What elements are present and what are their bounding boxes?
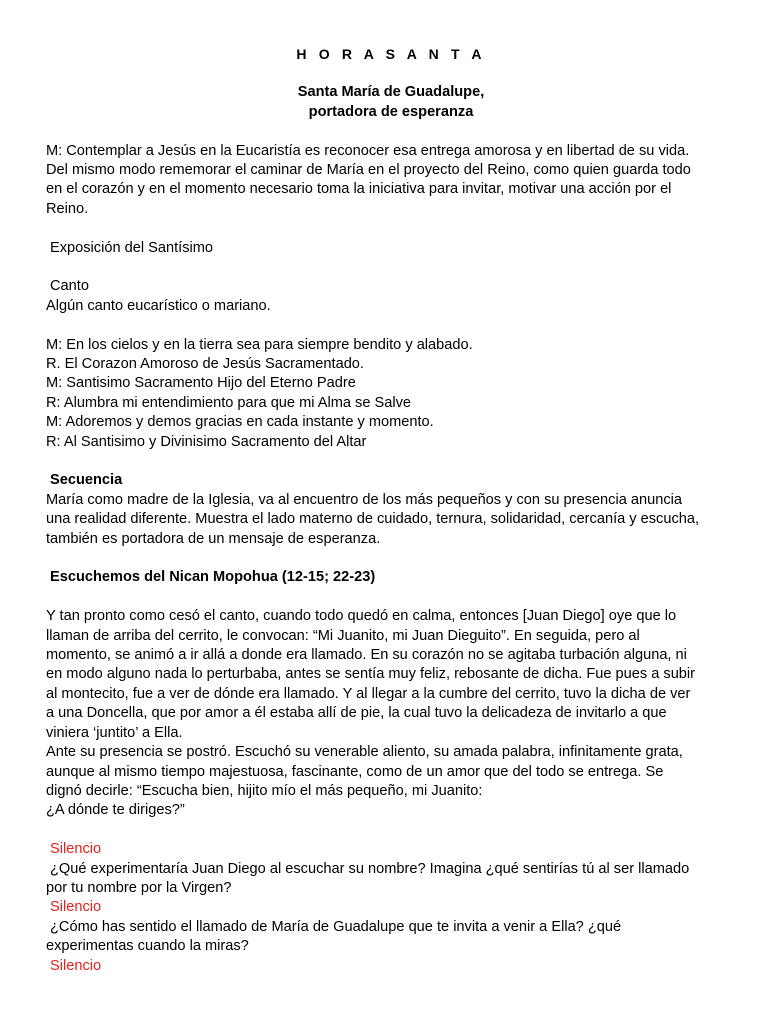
secuencia-line: María como madre de la Iglesia, va al encuentro de los más pequeños y con su presencia anuncia: [46, 491, 683, 508]
nican-line: Ante su presencia se postró. Escuchó su venerable aliento, su amada palabra, infinitamente grata,: [46, 744, 683, 761]
intro-line: M: Contemplar a Jesús en la Eucaristía es reconocer esa entrega amorosa y en libertad de su vida.: [46, 142, 690, 159]
nican-line: dignó decirle: “Escucha bien, hijito mío el más pequeño, mi Juanito:: [46, 782, 483, 799]
question-line: ¿Cómo has sentido el llamado de María de Guadalupe que te invita a venir a Ella? ¿qué: [50, 918, 622, 935]
question-1: [46, 860, 736, 899]
document-page: [46, 45, 736, 976]
secuencia-heading: Secuencia: [50, 472, 123, 489]
secuencia-line: una realidad diferente. Muestra el lado materno de cuidado, ternura, solidaridad, cercanía y escucha,: [46, 511, 700, 528]
silencio-label: Silencio: [50, 899, 102, 916]
responses-list: [46, 336, 736, 452]
exposicion-heading: Exposición del Santísimo: [50, 239, 214, 256]
question-line: experimentas cuando la miras?: [46, 938, 249, 955]
intro-line: Del mismo modo rememorar el caminar de María en el proyecto del Reino, como quien guarda todo: [46, 162, 691, 179]
response-line: M: Adoremos y demos gracias en cada instante y momento.: [46, 414, 434, 431]
silencio-label: Silencio: [50, 841, 102, 858]
nican-line: ¿A dónde te diriges?”: [46, 802, 185, 819]
document-title: H O R A S A N T A: [296, 46, 486, 62]
nican-line: al montecito, fue a ver de dónde era llamado. Y al llegar a la cumbre del cerrito, tuvo la dicha de ver: [46, 685, 691, 702]
response-line: R: Al Santisimo y Divinisimo Sacramento del Altar: [46, 433, 367, 450]
subtitle-line-2: portadora de esperanza: [308, 103, 474, 120]
response-line: M: Santisimo Sacramento Hijo del Eterno Padre: [46, 375, 356, 392]
nican-line: aunque al mismo tiempo majestuosa, fascinante, como de un amor que del todo se entrega. Se: [46, 763, 664, 780]
nican-line: en modo alguno nada lo perturbaba, antes se sentía muy feliz, rebosante de dicha. Fue pues a subir: [46, 666, 696, 683]
question-2: [46, 918, 736, 957]
subtitle-line-1: Santa María de Guadalupe,: [297, 84, 485, 101]
response-line: R. El Corazon Amoroso de Jesús Sacramentado.: [46, 356, 364, 373]
canto-text: Algún canto eucarístico o mariano.: [46, 297, 271, 314]
secuencia-paragraph: [46, 491, 736, 549]
nican-heading: Escuchemos del Nican Mopohua (12-15; 22-23): [50, 569, 376, 586]
question-line: por tu nombre por la Virgen?: [46, 879, 232, 896]
question-line: ¿Qué experimentaría Juan Diego al escuchar su nombre? Imagina ¿qué sentirías tú al ser llamado: [50, 860, 690, 877]
intro-paragraph: [46, 142, 736, 220]
secuencia-line: también es portadora de un mensaje de esperanza.: [46, 530, 381, 547]
nican-paragraph: [46, 607, 736, 820]
nican-line: viniera ‘juntito’ a Ella.: [46, 724, 183, 741]
nican-line: a una Doncella, que por amor a él estaba allí de pie, la cual tuvo la delicadeza de invitarlo a que: [46, 705, 667, 722]
intro-line: en el corazón y en el momento necesario toma la iniciativa para invitar, motivar una acción por el: [46, 181, 672, 198]
nican-line: llaman de arriba del cerrito, le convocan: “Mi Juanito, mi Juan Dieguito”. En seguida, pero al: [46, 627, 640, 644]
response-line: M: En los cielos y en la tierra sea para siempre bendito y alabado.: [46, 336, 473, 353]
response-line: R: Alumbra mi entendimiento para que mi Alma se Salve: [46, 394, 412, 411]
intro-line: Reino.: [46, 200, 89, 217]
nican-line: Y tan pronto como cesó el canto, cuando todo quedó en calma, entonces [Juan Diego] oye que lo: [46, 608, 677, 625]
nican-line: momento, se animó a ir allá a donde era llamado. En su corazón no se agitaba turbación alguna, ni: [46, 647, 687, 664]
canto-heading: Canto: [50, 278, 89, 295]
silencio-label: Silencio: [50, 957, 102, 974]
